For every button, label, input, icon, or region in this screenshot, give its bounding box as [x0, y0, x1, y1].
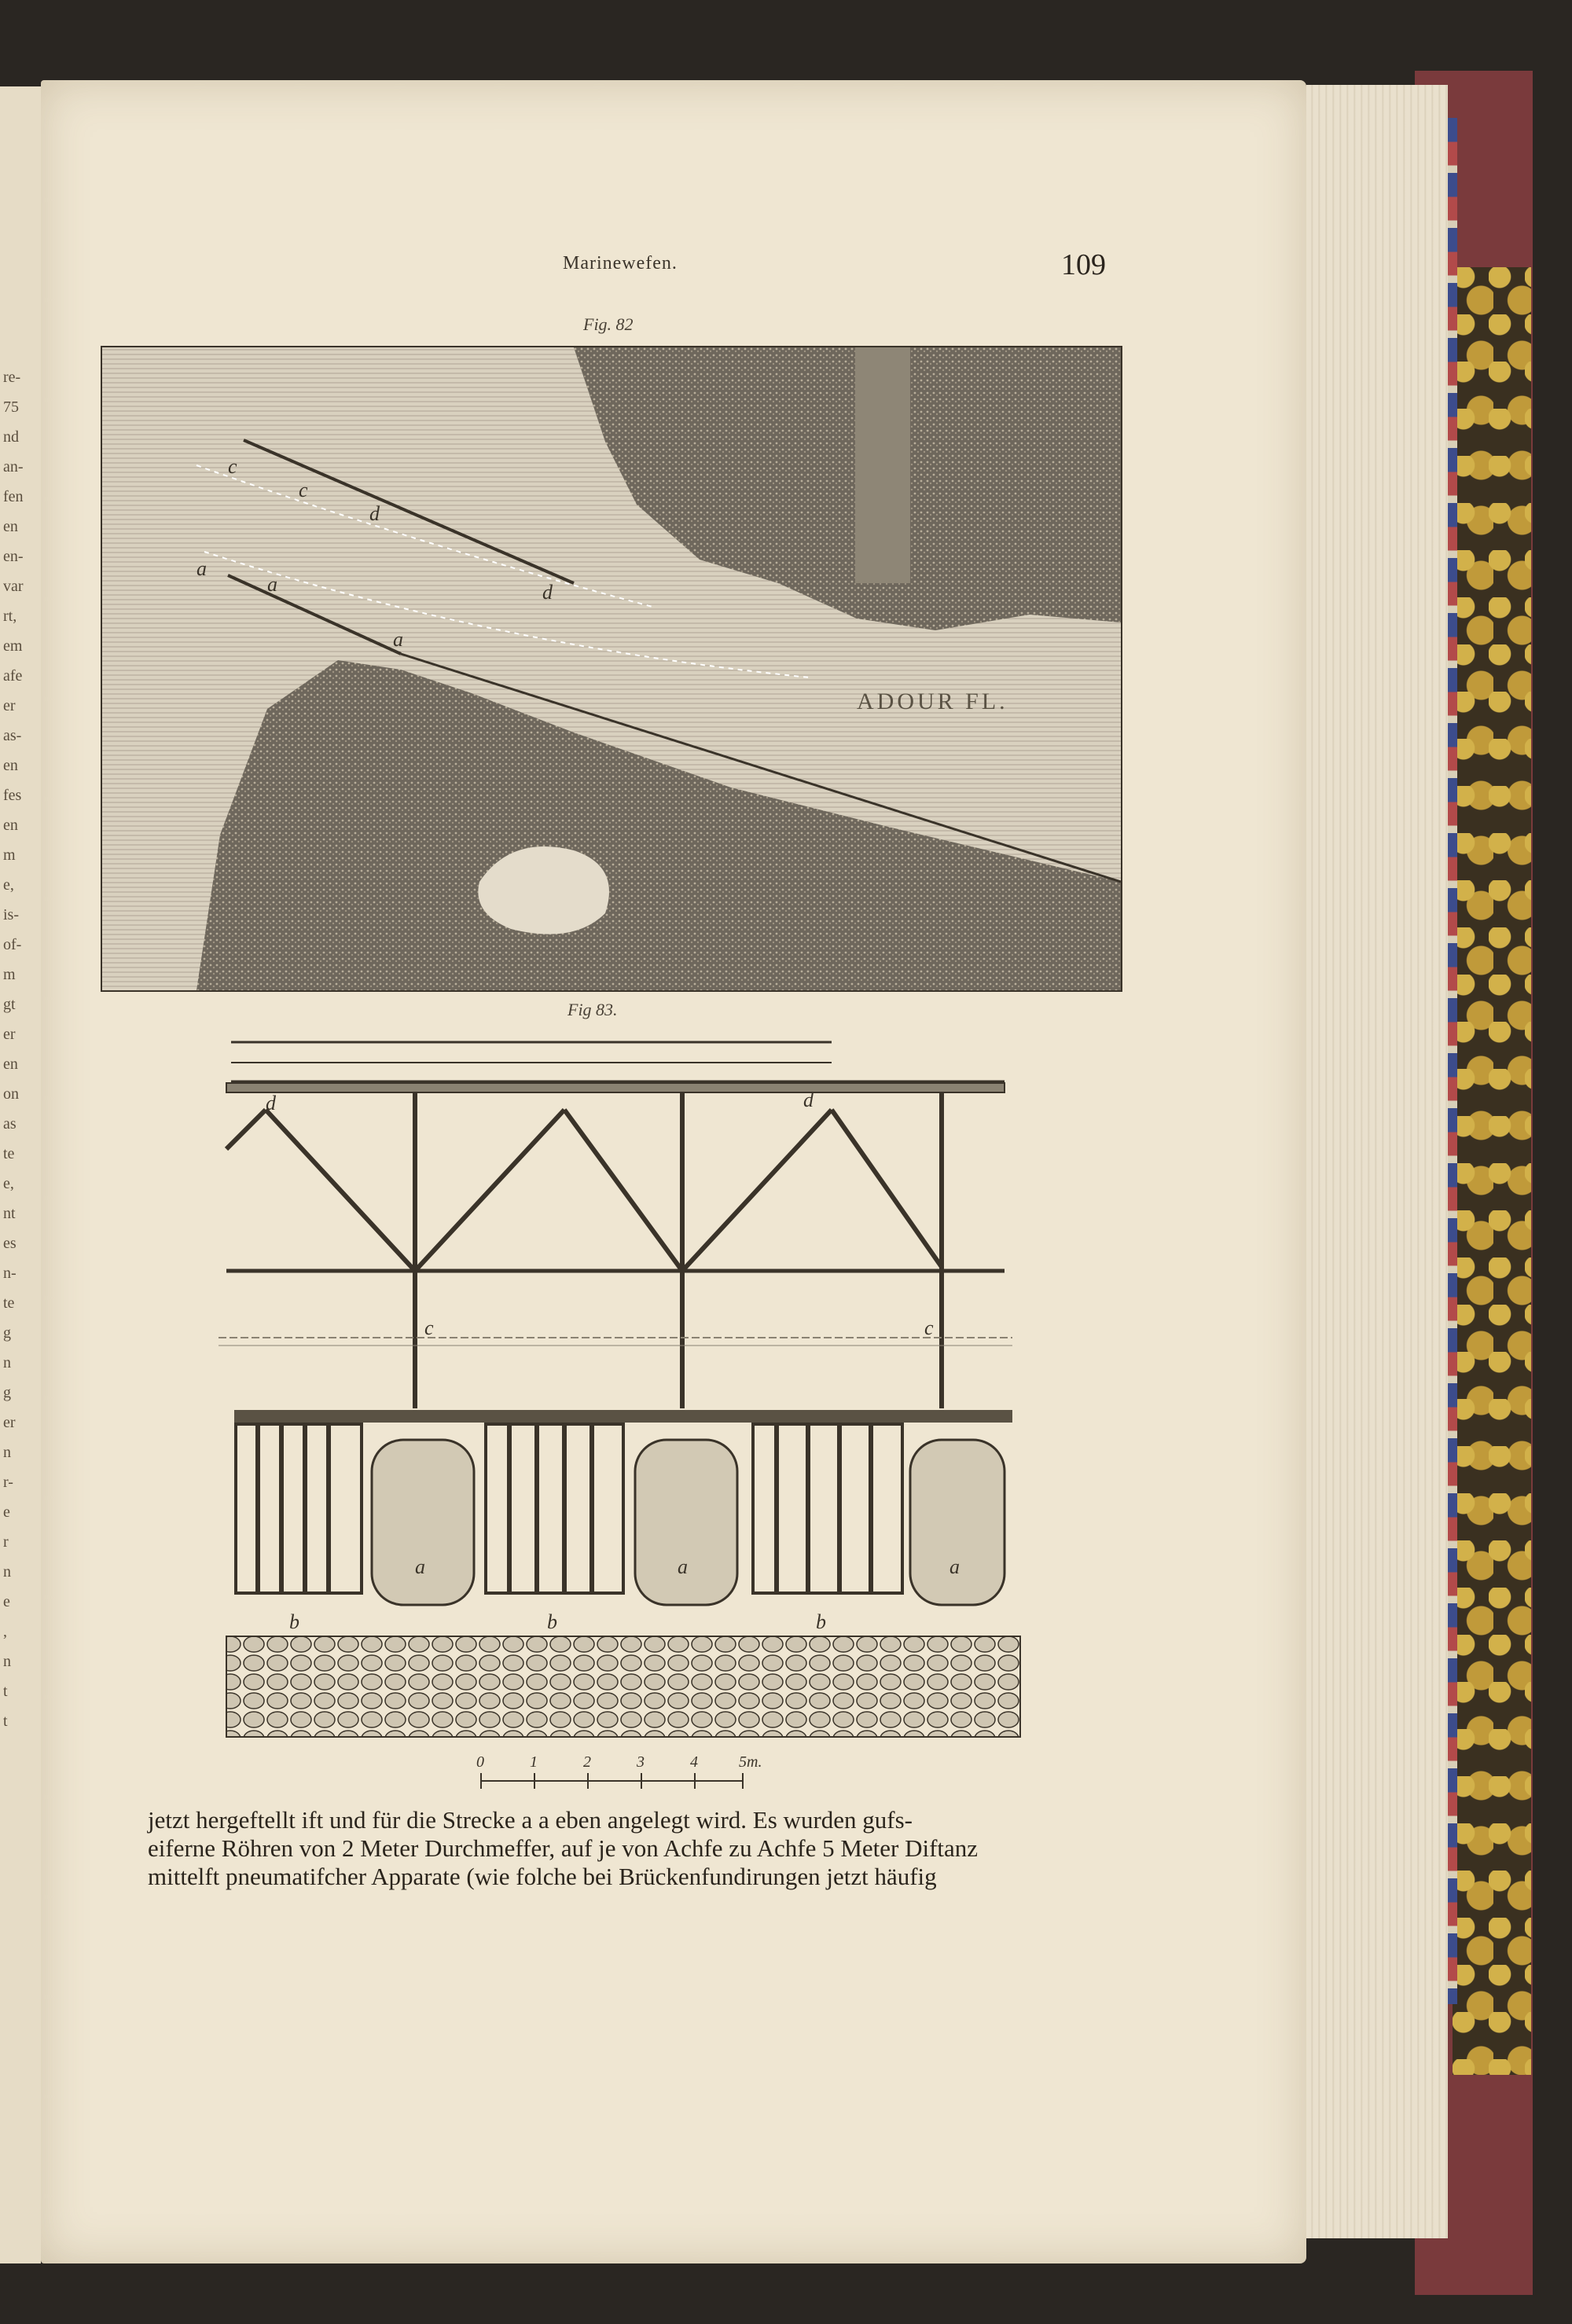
fig82-label-a1: a: [196, 557, 207, 580]
left-page-text-fragment: te: [3, 1145, 15, 1162]
fig83-label-c2: c: [924, 1316, 934, 1339]
scale-tick-5: 5m.: [739, 1753, 762, 1771]
figure-83-caption: Fig 83.: [567, 1000, 618, 1019]
left-page-text-fragment: m: [3, 966, 16, 983]
left-page-text-fragment: e: [3, 1503, 10, 1521]
figure-82-map: [101, 346, 1122, 992]
fig82-label-a3: a: [393, 628, 403, 651]
left-page-text-fragment: n: [3, 1653, 11, 1670]
left-page-text-fragment: nt: [3, 1205, 16, 1222]
fig83-label-b1: b: [289, 1610, 299, 1633]
left-page-text-fragment: m: [3, 846, 16, 864]
left-page-text-fragment: ,: [3, 1623, 7, 1640]
fig83-label-a1: a: [415, 1555, 425, 1578]
left-page-text-fragment: afe: [3, 667, 23, 685]
figure-83-engraving: [219, 1031, 1023, 1738]
left-page-text-fragment: g: [3, 1324, 11, 1342]
left-page-text-fragment: g: [3, 1384, 11, 1401]
left-page-text-fragment: n-: [3, 1265, 17, 1282]
fig83-label-b3: b: [816, 1610, 826, 1633]
left-page-text-fragment: as-: [3, 727, 22, 744]
left-page-text-fragment: er: [3, 697, 16, 714]
figure-83-cross-section: [219, 1031, 1023, 1738]
left-page-text-fragment: en: [3, 518, 18, 535]
body-text-line: eiferne Röhren von 2 Meter Durchmeffer, auf je von Achfe zu Achfe 5 Meter Diftanz: [148, 1834, 979, 1862]
river-label: ADOUR FL.: [857, 688, 1008, 714]
fig83-label-a2: a: [678, 1555, 688, 1578]
left-page-text-fragment: en: [3, 817, 18, 834]
scale-tick-1: 1: [530, 1753, 538, 1771]
left-page-text-fragment: n: [3, 1563, 11, 1581]
left-page-text-fragment: es: [3, 1235, 17, 1252]
fig82-label-c2: c: [299, 479, 308, 501]
body-text-line: mittelft pneumatifcher Apparate (wie folche bei Brückenfundirungen jetzt häufig: [148, 1863, 937, 1890]
left-page-text-fragment: e: [3, 1593, 10, 1610]
left-page-text-fragment: en-: [3, 548, 24, 565]
fig83-label-c1: c: [424, 1316, 434, 1339]
left-page-text-fragment: gt: [3, 996, 16, 1013]
left-page-text-fragment: e,: [3, 1175, 14, 1192]
left-page-text-fragment: var: [3, 578, 24, 595]
left-page-text-fragment: er: [3, 1026, 16, 1043]
left-page-text-fragment: t: [3, 1683, 8, 1700]
left-page-text-fragment: r-: [3, 1474, 13, 1491]
fig83-label-d1: d: [266, 1092, 276, 1114]
left-page-text-fragment: 75: [3, 398, 19, 416]
marbled-endpaper: [1453, 267, 1531, 2075]
scale-tick-0: 0: [476, 1753, 484, 1771]
scale-tick-3: 3: [637, 1753, 645, 1771]
left-page-text-fragment: r: [3, 1533, 9, 1551]
left-page-text-fragment: en: [3, 1056, 18, 1073]
page-number: 109: [1061, 248, 1106, 281]
scale-tick-2: 2: [583, 1753, 591, 1771]
fig83-label-d2: d: [803, 1089, 814, 1111]
page-edges: [1306, 85, 1448, 2238]
running-head: Marinewefen.: [563, 253, 678, 274]
scale-bar: [472, 1749, 802, 1797]
body-text: [148, 1806, 1115, 1891]
left-page-text-fragment: is-: [3, 906, 19, 923]
left-page-text-fragment: n: [3, 1354, 11, 1371]
fig83-label-b2: b: [547, 1610, 557, 1633]
left-page-text-fragment: te: [3, 1294, 15, 1312]
left-page-text-fragment: as: [3, 1115, 17, 1133]
left-page-fragment: [0, 86, 41, 2263]
left-page-text-fragment: re-: [3, 369, 21, 386]
left-page-text-fragment: fen: [3, 488, 24, 505]
left-page-text-fragment: en: [3, 757, 18, 774]
fig82-label-a2: a: [267, 573, 277, 596]
fig83-label-a3: a: [949, 1555, 960, 1578]
scale-tick-4: 4: [690, 1753, 698, 1771]
left-page-text-fragment: of-: [3, 936, 22, 953]
left-page-text-fragment: er: [3, 1414, 16, 1431]
left-page-text-fragment: t: [3, 1713, 8, 1730]
left-page-text-fragment: e,: [3, 876, 14, 894]
left-page-text-fragment: n: [3, 1444, 11, 1461]
left-page-text-fragment: rt,: [3, 608, 17, 625]
figure-82-engraving: [102, 347, 1121, 990]
body-text-line: jetzt hergeftellt ift und für die Strecke a a eben angelegt wird. Es wurden gufs-: [148, 1806, 913, 1834]
left-page-text-fragment: em: [3, 637, 23, 655]
left-page-text-fragment: on: [3, 1085, 19, 1103]
fig82-label-c1: c: [228, 455, 237, 478]
left-page-text-fragment: fes: [3, 787, 22, 804]
left-page-text-fragment: an-: [3, 458, 24, 475]
fig82-label-d2: d: [542, 581, 553, 604]
left-page-text-fragment: nd: [3, 428, 19, 446]
figure-82-caption: Fig. 82: [583, 314, 634, 334]
fig82-label-d1: d: [369, 502, 380, 525]
